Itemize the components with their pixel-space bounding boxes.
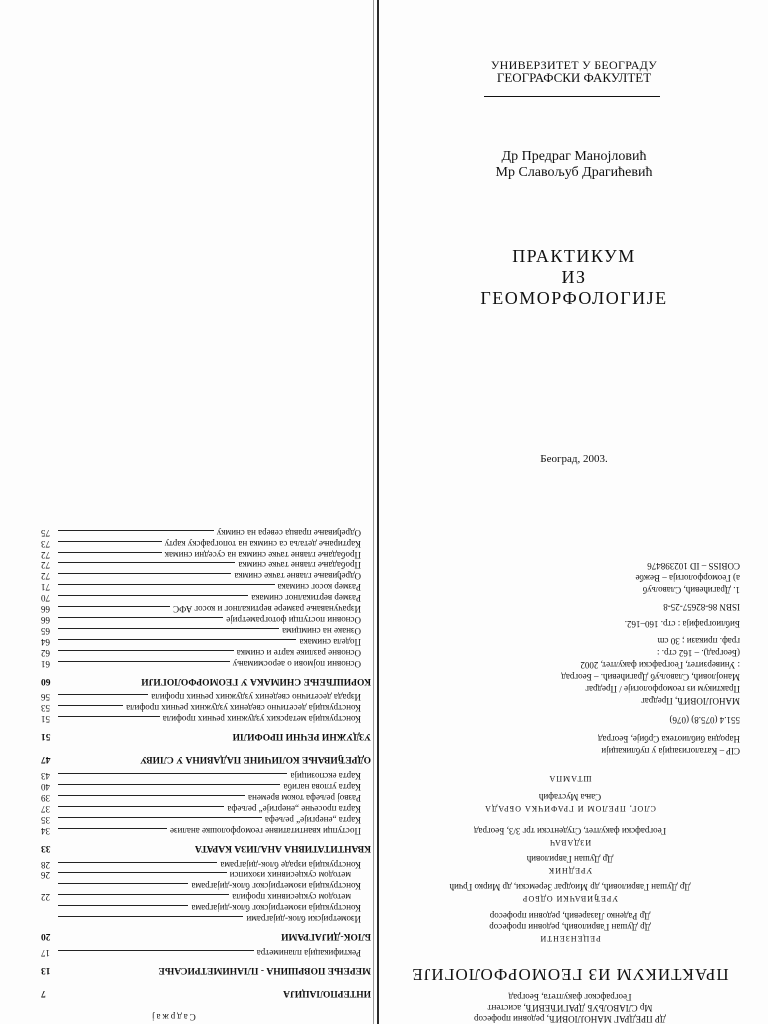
cip-line: Народна библиотека Србије, Београд (597, 734, 740, 744)
toc-entry-row (41, 804, 361, 814)
publisher-header: ИЗДАВАЧ (548, 838, 592, 847)
toc-label: Карта експозиција (290, 771, 361, 782)
book-title-line-2: ИЗ (561, 267, 587, 287)
toc-section-row (41, 931, 371, 941)
toc-page-number: 28 (41, 859, 50, 870)
place-year: Београд, 2003. (540, 453, 608, 465)
layout-name: Сања Мустафић (538, 792, 602, 802)
toc-entry-row (41, 948, 361, 958)
cip-line: Библиографија : стр. 160–162. (624, 619, 740, 629)
toc-entry-row (41, 539, 361, 549)
toc-section-row (41, 676, 371, 686)
toc-leader (58, 773, 287, 774)
toc-label: КВАНТИТАТИВНА АНАЛИЗА КАРАТА (194, 842, 371, 853)
toc-leader (58, 806, 224, 807)
toc-label: Основни поступци фотограметрије (226, 615, 361, 625)
toc-leader (58, 873, 227, 874)
layout-header: СЛОГ, ПРЕЛОМ И ГРАФИЧКА ОБРАДА (484, 804, 656, 813)
cip-line: граф. прикази ; 30 cm (657, 636, 740, 646)
toc-page-number: 61 (41, 658, 50, 669)
toc-page-number: 13 (41, 965, 51, 975)
toc-page-number: 72 (41, 571, 50, 582)
imprint-author-line: ДР ПРЕДРАГ МАНОЈЛОВИЋ, редовни професор (473, 1014, 667, 1024)
print-block (400, 772, 740, 784)
toc-leader (58, 894, 229, 895)
toc-entry-row (41, 550, 361, 560)
toc-page-number: 66 (41, 604, 50, 615)
toc-label: Размер косог снимака (277, 582, 361, 593)
toc-label: БЛОК-ДИЈАГРАМИ (281, 931, 371, 942)
toc-leader (58, 639, 296, 640)
book-title-line-3: ГЕОМОРФОЛОГИЈЕ (480, 288, 668, 308)
toc-page-number: 75 (41, 527, 50, 538)
faculty-name: ГЕОГРАФСКИ ФАКУЛТЕТ (496, 70, 652, 85)
toc-entry-row (41, 793, 361, 803)
toc-label: Конструкција десетично сведених уздужних речних профила (126, 703, 361, 714)
toc-leader (58, 695, 148, 696)
toc-leader (58, 628, 279, 629)
toc-entry-row (41, 561, 361, 571)
toc-entry-row (41, 593, 361, 603)
toc-label: МЕРЕЊЕ ПОВРШИНА - ПЛАНИМЕТРИСАЊЕ (158, 965, 371, 975)
cip-line: Практикум из геоморфологије / Предраг (585, 684, 740, 694)
toc-page-number: 72 (41, 560, 50, 571)
toc-entry-row (41, 903, 361, 913)
toc-page-number: 37 (41, 803, 50, 814)
toc-label: Карта просечне „енергије“ рељефа (227, 803, 361, 814)
editorial-members: Др Душан Гавриловић, др Миодраг Зеремски, др Мирко Грчић (449, 882, 691, 892)
toc-label: Карта углова нагиба (283, 782, 361, 793)
cip-line: CIP – Каталогизација у публикацији (601, 746, 740, 756)
toc-page-number: 7 (41, 988, 46, 998)
toc-leader (58, 828, 167, 829)
toc-entry-row (41, 604, 361, 614)
toc-label: Картирање детаља са снимка на топографску карту (164, 538, 361, 549)
toc-section-row (41, 965, 371, 975)
toc-entry-row (41, 703, 361, 713)
toc-label: Карта „енергије“ рељефа (264, 814, 361, 825)
editor-block (400, 853, 740, 876)
toc-leader (58, 916, 243, 917)
toc-leader (58, 883, 188, 884)
toc-leader (58, 862, 217, 863)
toc-page-number: 35 (41, 814, 50, 825)
cip-line: (Београд). – 162 стр. : (657, 648, 740, 658)
toc-section-row (41, 843, 371, 853)
toc-page-number: 62 (41, 647, 50, 658)
toc-entry-row (41, 815, 361, 825)
toc-page-number: 51 (41, 731, 51, 742)
toc-entry-row (41, 771, 361, 781)
toc-page-number: 60 (41, 675, 51, 686)
imprint-page (400, 510, 740, 1024)
toc-section-row (41, 754, 371, 764)
cip-line: а) Геоморфологија – Вежбе (635, 573, 740, 583)
toc-label: методом сукцесивних профила (232, 892, 351, 903)
toc-leader (58, 584, 275, 585)
toc-page-number: 20 (41, 931, 51, 942)
toc-leader (58, 950, 254, 951)
reviewer: Др Раденко Лазаревић, редовни професор (489, 911, 651, 921)
toc-leader (58, 795, 245, 796)
editor-header: УРЕДНИК (547, 866, 593, 875)
toc-page-number: 40 (41, 782, 50, 793)
toc-page-number: 72 (41, 549, 50, 560)
toc-leader (58, 661, 230, 662)
cip-record (440, 559, 740, 756)
imprint-authors (400, 991, 740, 1024)
toc-page-number: 51 (41, 714, 50, 725)
toc-leader (58, 784, 280, 785)
book-title-line-1: ПРАКТИКУМ (512, 246, 636, 266)
toc-entry-row (41, 693, 361, 703)
toc-leader (58, 905, 188, 906)
cip-line: МАНОЈЛОВИЋ, Предраг (641, 696, 740, 706)
toc-section-row (41, 731, 371, 741)
toc-label: Конструкција израде блок-дијаграма (220, 859, 361, 870)
toc-leader (58, 530, 214, 531)
contents-page (30, 527, 375, 1024)
toc-page-number: 53 (41, 703, 50, 714)
toc-entry-row (41, 648, 361, 658)
toc-leader (58, 541, 162, 542)
toc-entry-row (41, 892, 351, 902)
toc-leader (58, 650, 234, 651)
toc-entry-row (41, 782, 361, 792)
editorial-header: УРЕЂИВАЧКИ ОДБОР (521, 894, 619, 903)
toc-leader (58, 563, 235, 564)
toc-label: УЗДУЖНИ РЕЧНИ ПРОФИЛИ (232, 731, 371, 742)
toc-entry-row (41, 626, 361, 636)
cip-line: 1. Драгићевић, Славољуб (642, 585, 740, 595)
toc-entry-row (41, 714, 361, 724)
toc-label: Конструкција изометријског блок-дијаграма (191, 903, 361, 914)
toc-entry-row (41, 659, 361, 669)
page-fold-line (377, 0, 379, 1024)
toc-entry-row (41, 571, 361, 581)
print-header: ШТАМПА (548, 774, 592, 783)
toc-label: Изометријски блок-дијаграми (246, 914, 361, 925)
toc-label: Одређивање правца севера на снимку (216, 527, 361, 538)
toc-label: Израчунавање размере вертикалног и косог АФС (173, 604, 361, 615)
reviewer: Др Душан Гавриловић, редовни професор (489, 922, 651, 932)
toc-label: Поступци квантитативне геоморфолошке анализе (169, 825, 361, 836)
cip-line: COBISS – ID 102398476 (647, 561, 740, 571)
publisher-block (400, 825, 740, 848)
toc-label: ИНТЕРПОЛАЦИЈА (283, 988, 371, 998)
toc-page-number: 64 (41, 636, 50, 647)
imprint-author-line: Мр СЛАВОЉУБ ДРАГИЋЕВИЋ, асистент (487, 1003, 653, 1013)
toc-page-number: 66 (41, 615, 50, 625)
toc-page-number: 39 (41, 793, 50, 803)
toc-label: Размер вертикалног снимака (251, 593, 361, 604)
toc-entry-row (41, 637, 361, 647)
imprint-book-title: ПРАКТИКУМ ИЗ ГЕОМОРФОЛОГИЈЕ (411, 965, 729, 984)
toc-section-row (41, 988, 371, 998)
toc-entry-row (41, 615, 361, 625)
toc-entry-row (41, 881, 361, 891)
author-1: Др Предраг Манојловић (501, 149, 647, 164)
header-rule (484, 96, 660, 97)
toc-page-number: 56 (41, 692, 50, 703)
toc-leader (58, 606, 170, 607)
toc-leader (58, 595, 248, 596)
toc-label: Основне разлике карте и снимка (236, 647, 361, 658)
cip-line: Манојловић, Славољуб Драгићевић. – Београд (561, 672, 740, 682)
toc-leader (58, 573, 231, 574)
toc-page-number: 17 (41, 948, 50, 958)
toc-leader (58, 617, 223, 618)
cip-line: 551.4 (075.8) (076) (669, 715, 740, 725)
toc-label: Подела снимака (299, 636, 361, 647)
author-2: Мр Славољуб Драгићевић (495, 165, 653, 180)
toc-page-number: 43 (41, 771, 50, 782)
toc-page-number: 47 (41, 754, 51, 765)
toc-entry-row (41, 860, 361, 870)
toc-page-number: 73 (41, 538, 50, 549)
toc-leader (58, 716, 160, 717)
book-title (380, 246, 768, 309)
toc-label: Ректификација планиметра (256, 948, 361, 958)
toc-label: Пробадање главне тачке снимка (238, 560, 361, 571)
toc-leader (58, 705, 123, 706)
toc-label: Ознаке на снимцима (282, 625, 361, 636)
toc-label: методом сукцесивних изохипси (229, 870, 351, 881)
toc-entry-row (41, 826, 361, 836)
toc-label: Развој рељефа током времена (248, 793, 361, 803)
toc-entry-row (41, 914, 361, 924)
toc-leader (58, 552, 162, 553)
toc-page-number: 65 (41, 625, 50, 636)
editor-name: Др Душан Гавриловић (526, 854, 614, 864)
contents-header: Садржај (150, 1012, 196, 1022)
toc-entry-row (41, 871, 351, 881)
toc-page-number: 71 (41, 582, 50, 593)
toc-page-number: 70 (41, 593, 50, 604)
toc-label: КОРИШЋЕЊЕ СНИМАКА У ГЕОМОРФОЛОГИЈИ (141, 675, 371, 686)
toc-label: Конструкција метарских уздужних речних профила (162, 714, 361, 725)
university-name: УНИВЕРЗИТЕТ У БЕОГРАДУ (490, 58, 658, 72)
toc-entry-row (41, 528, 361, 538)
toc-page-number: 26 (41, 870, 50, 881)
toc-label: Одређивање главне тачке снимка (234, 571, 361, 582)
reviewers-header: РЕЦЕНЗЕНТИ (539, 934, 601, 943)
toc-label: Израда десетично сведених уздужних речних профила (151, 692, 361, 703)
toc-page-number: 34 (41, 825, 50, 836)
layout-block (400, 791, 740, 814)
imprint-author-line: Географског факултета, Београд (508, 992, 632, 1002)
publisher-name: Географски факултет, Студентски трг 3/3, Београд (473, 826, 667, 836)
editorial-block (400, 881, 740, 904)
toc-page-number: 22 (41, 892, 50, 903)
toc-page-number: 33 (41, 842, 51, 853)
toc-leader (58, 817, 262, 818)
reviewers-block (400, 910, 740, 944)
cip-line: ISBN 86-82657-25-8 (663, 602, 740, 612)
toc-entry-row (41, 582, 361, 592)
toc-label: Конструкција изометријског блок-дијаграма (191, 881, 361, 892)
toc-label: Основни појмови о аеросмимању (232, 658, 361, 669)
toc-label: ОДРЕЂИВАЊЕ КОЛИЧИНЕ ПАДАВИНА У СЛИВУ (140, 754, 371, 765)
cip-line: : Универзитет, Географски факултет, 2002 (580, 660, 740, 670)
toc-label: Пробадање главне тачке снимка на суседни снимак (164, 549, 361, 560)
